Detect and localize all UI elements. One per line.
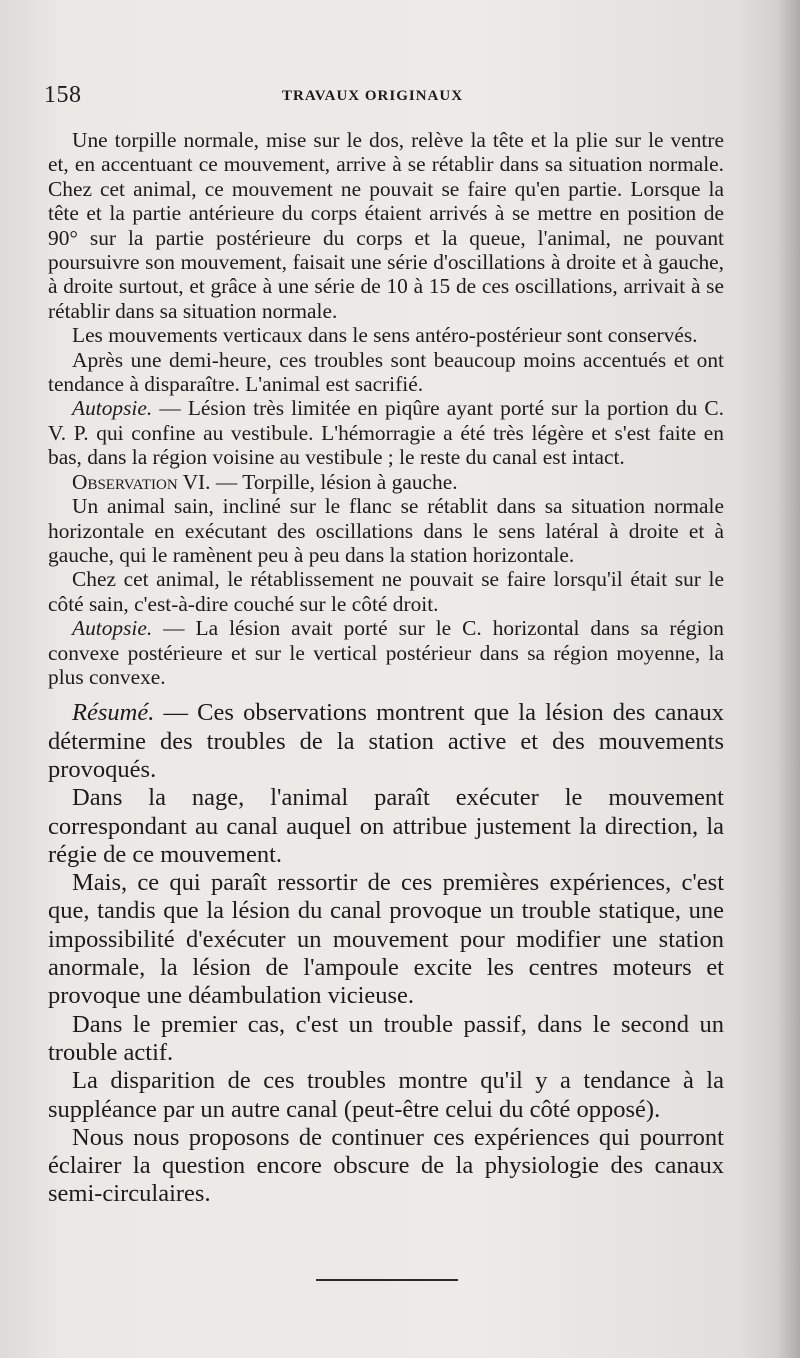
paragraph: Chez cet animal, le rétablissement ne pouvait se faire lorsqu'il était sur le côté sain, c'est-à-dire couché sur le côté droit. — [48, 567, 724, 616]
paragraph: Mais, ce qui paraît ressortir de ces premières expériences, c'est que, tandis que la lésion du canal provoque un trouble statique, une impossibilité d'exécuter un mouvement pour modifier une station anormale, la lésion de l'ampoule excite les centres moteurs et provoque une déambulation vicieuse. — [48, 869, 724, 1010]
paragraph: Dans la nage, l'animal paraît exécuter le mouvement correspondant au canal auquel on attribue justement la direction, la régie de ce mouvement. — [48, 784, 724, 868]
paragraph: Après une demi-heure, ces troubles sont beaucoup moins accentués et ont tendance à disparaître. L'animal est sacrifié. — [48, 347, 724, 397]
paragraph: Autopsie. — La lésion avait porté sur le C. horizontal dans sa région convexe postérieure et sur le vertical postérieur dans sa région moyenne, la plus convexe. — [48, 616, 724, 689]
paragraph: Nous nous proposons de continuer ces expériences qui pourront éclairer la question encore obscure de la physiologie des canaux semi-circulaires. — [48, 1123, 724, 1208]
paragraph: Observation VI. — Torpille, lésion à gauche. — [72, 469, 458, 494]
paragraph-lead: Résumé. — [72, 699, 155, 727]
paragraph: Un animal sain, incliné sur le flanc se rétablit dans sa situation normale horizontale en exécutant des oscillations dans le sens latéral à droite et à gauche, qui le ramènent peu à peu dans la station horizontale. — [48, 494, 724, 567]
paragraph: La disparition de ces troubles montre qu'il y a tendance à la suppléance par un autre canal (peut-être celui du côté opposé). — [48, 1067, 724, 1123]
paragraph: Dans le premier cas, c'est un trouble passif, dans le second un trouble actif. — [48, 1010, 724, 1066]
paragraph: Les mouvements verticaux dans le sens antéro-postérieur sont conservés. — [72, 323, 698, 348]
paragraph: Autopsie. — Lésion très limitée en piqûre ayant porté sur la portion du C. V. P. qui confine au vestibule. L'hémorragie a été très légère et s'est faite en bas, dans la région voisine au vestibule ; le reste du canal est intact. — [48, 396, 724, 470]
closing-rule — [316, 1279, 458, 1281]
page-number: 158 — [44, 82, 82, 108]
paragraph-lead: Autopsie. — [72, 616, 153, 641]
paragraph: Résumé. — Ces observations montrent que la lésion des canaux détermine des troubles de la station active et des mouvements provoqués. — [48, 699, 724, 783]
paragraph-lead: Observation VI. — [72, 469, 211, 494]
running-head: TRAVAUX ORIGINAUX — [282, 88, 464, 104]
paragraph: Une torpille normale, mise sur le dos, relève la tête et la plie sur le ventre et, en accentuant ce mouvement, arrive à se rétablir dans sa situation normale. Chez cet animal, ce mouvement ne pouvait se faire qu'en partie. Lorsque la tête et la partie antérieure du corps étaient arrivés à se mettre en position de 90° sur la partie postérieure du corps et la queue, l'animal, ne pouvant poursuivre son mouvement, faisait une série d'oscillations à droite et à gauche, à droite surtout, et grâce à une série de 10 à 15 de ces oscillations, arrivait à se rétablir dans sa situation normale. — [48, 128, 724, 323]
page-header — [44, 82, 744, 112]
page-edge-shadow — [778, 0, 800, 1358]
paragraph-lead: Autopsie. — [72, 396, 153, 421]
body-text — [48, 128, 724, 1209]
